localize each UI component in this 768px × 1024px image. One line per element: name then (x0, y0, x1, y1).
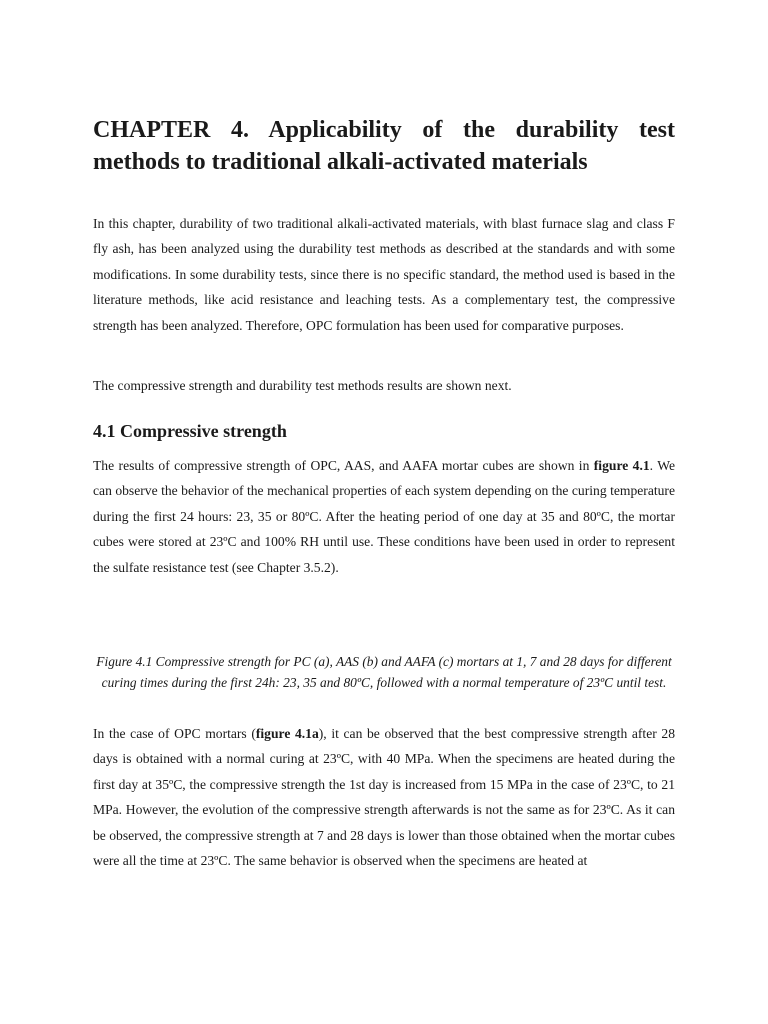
intro-paragraph-2: The compressive strength and durability test methods results are shown next. (93, 378, 512, 393)
figure-caption: Figure 4.1 Compressive strength for PC (a), AAS (b) and AAFA (c) mortars at 1, 7 and 28 days for different curing times during the first 24h: 23, 35 and 80ºC, followed with a normal temperature of 23ºC until test. (96, 654, 672, 690)
chapter-title: CHAPTER 4. Applicability of the durability test methods to traditional alkali-activated materials (93, 117, 675, 175)
section-paragraph-2-text-end: ), it can be observed that the best compressive strength after 28 days is obtained with a normal curing at 23ºC, with 40 MPa. When the specimens are heated during the first day at 35ºC, the compressive strength the 1st day is increased from 15 MPa in the case of 23ºC, to 21 MPa. However, the evolution of the compressive strength afterwards is not the same as for 23ºC. As it can be observed, the compressive strength at 7 and 28 days is lower than those obtained when the mortar cubes were all the time at 23ºC. The same behavior is observed when the specimens are heated at (93, 726, 675, 869)
figure-reference-4-1a: figure 4.1a (255, 726, 319, 741)
section-paragraph-1-text-start: The results of compressive strength of OPC, AAS, and AAFA mortar cubes are shown in (93, 458, 594, 473)
intro-paragraph-1: In this chapter, durability of two traditional alkali-activated materials, with blast furnace slag and class F fly ash, has been analyzed using the durability test methods as described at the standards and with some modifications. In some durability tests, since there is no specific standard, the method used is based in the literature methods, like acid resistance and leaching tests. As a complementary test, the compressive strength has been analyzed. Therefore, OPC formulation has been used for comparative purposes. (93, 216, 675, 333)
figure-reference-4-1: figure 4.1 (593, 458, 650, 473)
section-paragraph-2 (93, 721, 675, 873)
section-paragraph-2-text-start: In the case of OPC mortars ( (93, 726, 256, 741)
section-paragraph-1 (93, 453, 675, 580)
section-heading: 4.1 Compressive strength (93, 421, 287, 441)
section-paragraph-1-text-end: . We can observe the behavior of the mechanical properties of each system depending on the curing temperature during the first 24 hours: 23, 35 or 80ºC. After the heating period of one day at 35 and 80ºC, the mortar cubes were stored at 23ºC and 100% RH until use. These conditions have been used in order to represent the sulfate resistance test (see Chapter 3.5.2). (93, 458, 676, 575)
